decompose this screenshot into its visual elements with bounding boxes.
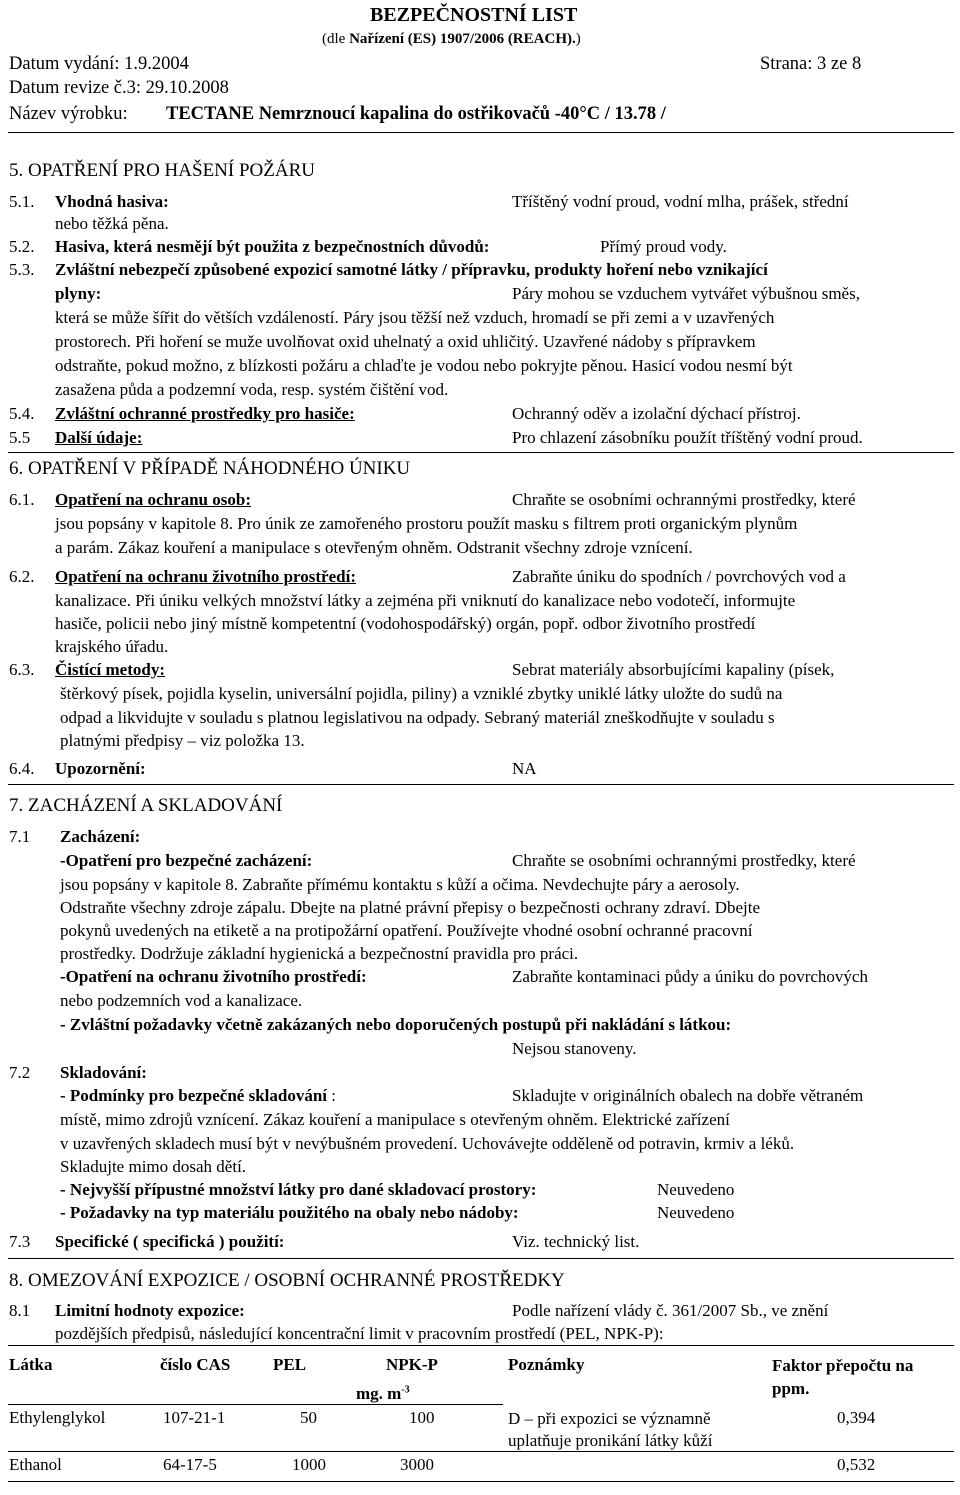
- item-label: Skladování:: [60, 1063, 147, 1082]
- item-label: Specifické ( specifická ) použití:: [55, 1232, 285, 1251]
- section-divider: [8, 1258, 954, 1259]
- item-text: pokynů uvedených na etiketě a na protipožární opatření. Používejte vhodné osobní ochranné pracovní: [60, 921, 753, 940]
- item-text: Skladujte mimo dosah dětí.: [60, 1157, 247, 1176]
- item-number: 6.3.: [9, 660, 35, 679]
- item-text: odstraňte, pokud možno, z blízkosti požáru a chlaďte je vodou nebo pokryjte pěnou. Hasicí vodou nesmí být: [55, 356, 793, 375]
- item-number: 5.1.: [9, 192, 35, 211]
- item-number: 7.1: [9, 827, 31, 846]
- item-label: plyny:: [55, 284, 102, 303]
- document-title: BEZPEČNOSTNÍ LIST: [370, 4, 578, 26]
- table-row-divider: [8, 1451, 954, 1452]
- item-value: Chraňte se osobními ochrannými prostředky, které: [512, 851, 856, 870]
- item-text: štěrkový písek, pojidla kyselin, universální pojidla, piliny) a vzniklé zbytky uniklé látky uložte do sudů na: [60, 684, 783, 703]
- item-label: -Opatření na ochranu životního prostředí:: [60, 967, 367, 986]
- item-label: - Požadavky na typ materiálu použitého na obaly nebo nádoby:: [60, 1203, 519, 1222]
- item-value: Ochranný oděv a izolační dýchací přístroj.: [512, 404, 801, 423]
- item-value: Sebrat materiály absorbujícími kapaliny (písek,: [512, 660, 835, 679]
- item-text: jsou popsány v kapitole 8. Pro únik ze zamořeného prostoru použít masku s filtrem proti organickým plynům: [55, 514, 798, 533]
- item-value: Přímý proud vody.: [600, 237, 727, 256]
- item-text: Odstraňte všechny zdroje zápalu. Dbejte na platné právní přepisy o bezpečnosti ochrany zdraví. Dbejte: [60, 898, 761, 917]
- item-text: prostředky. Dodržuje základní hygienická a bezpečnostní pravidla pro práci.: [60, 944, 579, 963]
- issue-date: Datum vydání: 1.9.2004: [9, 54, 189, 74]
- section-6-heading: 6. OPATŘENÍ V PŘÍPADĚ NÁHODNÉHO ÚNIKU: [9, 458, 411, 479]
- item-label: - Zvláštní požadavky včetně zakázaných nebo doporučených postupů při nakládání s látkou:: [60, 1015, 732, 1034]
- item-label: Čistící metody:: [55, 660, 166, 679]
- item-text: a parám. Zákaz kouření a manipulace s otevřeným ohněm. Odstranit všechny zdroje vznícení.: [55, 538, 693, 557]
- item-label: Další údaje:: [55, 428, 143, 447]
- item-number: 5.5: [9, 428, 31, 447]
- table-cell: 100: [409, 1408, 435, 1427]
- table-header-pel: PEL: [273, 1355, 307, 1374]
- item-label: - Podmínky pro bezpečné skladování :: [60, 1086, 336, 1105]
- table-cell: 64-17-5: [163, 1455, 217, 1474]
- item-label: Upozornění:: [55, 759, 146, 778]
- table-header-npkp: NPK-P: [386, 1355, 438, 1374]
- item-label: - Nejvyšší přípustné množství látky pro dané skladovací prostory:: [60, 1180, 537, 1199]
- item-value: Nejsou stanoveny.: [512, 1039, 637, 1058]
- item-text: nebo podzemních vod a kanalizace.: [60, 991, 303, 1010]
- item-label: Zacházení:: [60, 827, 141, 846]
- item-label: Zvláštní nebezpečí způsobené expozicí samotné látky / přípravku, produkty hoření nebo vznikající: [55, 260, 768, 279]
- item-value: Chraňte se osobními ochrannými prostředky, které: [512, 490, 856, 509]
- table-cell: D – při expozici se významně uplatňuje pronikání látky kůží: [508, 1409, 713, 1451]
- item-value: Pro chlazení zásobníku použít tříštěný vodní proud.: [512, 428, 863, 447]
- item-number: 7.3: [9, 1232, 31, 1251]
- table-cell: 1000: [292, 1455, 326, 1474]
- item-value: Zabraňte úniku do spodních / povrchových vod a: [512, 567, 846, 586]
- table-header-factor: Faktor přepočtu na ppm.: [772, 1356, 914, 1398]
- product-name: TECTANE Nemrznoucí kapalina do ostřikovačů -40°C / 13.78 /: [166, 104, 666, 124]
- item-text: jsou popsány v kapitole 8. Zabraňte přímému kontaktu s kůží a očima. Nevdechujte páry a aerosoly.: [60, 875, 740, 894]
- header-divider: [8, 132, 954, 133]
- table-header-substance: Látka: [9, 1355, 53, 1374]
- item-value: Podle nařízení vlády č. 361/2007 Sb., ve znění: [512, 1301, 829, 1320]
- table-cell: 50: [300, 1408, 317, 1427]
- item-text: pozdějších předpisů, následující koncentrační limit v pracovním prostředí (PEL, NPK-P):: [55, 1324, 664, 1343]
- item-value: Neuvedeno: [657, 1180, 735, 1199]
- table-cell: 107-21-1: [163, 1408, 226, 1427]
- table-header-unit: mg. $m^{-3}$: [356, 1384, 410, 1403]
- item-text: krajského úřadu.: [55, 637, 169, 656]
- item-number: 6.4.: [9, 759, 35, 778]
- item-number: 5.4.: [9, 404, 35, 423]
- item-number: 8.1: [9, 1301, 31, 1320]
- regulation-note: (dle Nařízení (ES) 1907/2006 (REACH).): [322, 31, 581, 47]
- item-label: Opatření na ochranu životního prostředí:: [55, 567, 356, 586]
- section-8-heading: 8. OMEZOVÁNÍ EXPOZICE / OSOBNÍ OCHRANNÉ PROSTŘEDKY: [9, 1270, 565, 1291]
- item-value: Zabraňte kontaminaci půdy a úniku do povrchových: [512, 967, 868, 986]
- item-text: odpad a likvidujte v souladu s platnou legislativou na odpady. Sebraný materiál zneškodňujte v souladu s: [60, 708, 775, 727]
- item-number: 6.1.: [9, 490, 35, 509]
- table-header-cas: číslo CAS: [160, 1355, 231, 1374]
- section-divider: [8, 784, 954, 785]
- item-label: -Opatření pro bezpečné zacházení:: [60, 851, 313, 870]
- item-value: Tříštěný vodní proud, vodní mlha, prášek, střední: [512, 192, 849, 211]
- table-cell: 0,394: [837, 1408, 876, 1427]
- product-label: Název výrobku:: [9, 104, 128, 124]
- item-value: Viz. technický list.: [512, 1232, 640, 1251]
- item-label: Limitní hodnoty expozice:: [55, 1301, 245, 1320]
- item-value: Neuvedeno: [657, 1203, 735, 1222]
- item-value: NA: [512, 759, 537, 778]
- item-text: zasažena půda a podzemní voda, resp. systém čištění vod.: [55, 380, 449, 399]
- table-bottom-border: [8, 1481, 954, 1482]
- item-label: Opatření na ochranu osob:: [55, 490, 251, 509]
- item-number: 5.3.: [9, 260, 35, 279]
- item-text: v uzavřených skladech musí být v nevýbušném provedení. Uchovávejte odděleně od potravin, krmiv a léků.: [60, 1134, 795, 1153]
- table-header-notes: Poznámky: [508, 1355, 585, 1374]
- revision-date: Datum revize č.3: 29.10.2008: [9, 78, 229, 98]
- item-text: hasiče, policii nebo jiný místně kompetentní (vodohospodářský) orgán, popř. odbor životního prostředí: [55, 614, 756, 633]
- item-text: kanalizace. Při úniku velkých množství látky a zejména při vniknutí do kanalizace nebo vodotečí, informujte: [55, 591, 796, 610]
- item-text: prostorech. Při hoření se muže uvolňovat oxid uhelnatý a oxid uhličitý. Uzavřené nádoby s přípravkem: [55, 332, 756, 351]
- item-label: Zvláštní ochranné prostředky pro hasiče:: [55, 404, 355, 423]
- item-text: která se může šířit do větších vzdáleností. Páry jsou těžší než vzduch, hromadí se při zemi a v uzavřených: [55, 308, 775, 327]
- table-header-divider: [8, 1404, 503, 1405]
- item-text: nebo těžká pěna.: [55, 214, 169, 233]
- section-7-heading: 7. ZACHÁZENÍ A SKLADOVÁNÍ: [9, 795, 283, 816]
- table-top-border: [8, 1345, 954, 1346]
- section-5-heading: 5. OPATŘENÍ PRO HAŠENÍ POŽÁRU: [9, 160, 315, 181]
- table-cell: 3000: [400, 1455, 434, 1474]
- page-number: Strana: 3 ze 8: [760, 54, 862, 74]
- item-value: Páry mohou se vzduchem vytvářet výbušnou směs,: [512, 284, 860, 303]
- table-cell: Ethylenglykol: [9, 1408, 106, 1427]
- item-value: Skladujte v originálních obalech na dobře větraném: [512, 1086, 864, 1105]
- item-label: Vhodná hasiva:: [55, 192, 169, 211]
- table-cell: 0,532: [837, 1455, 876, 1474]
- item-text: místě, mimo zdrojů vznícení. Zákaz kouření a manipulace s otevřeným ohněm. Elektrické zařízení: [60, 1110, 730, 1129]
- item-text: platnými předpisy – viz položka 13.: [60, 731, 305, 750]
- item-number: 6.2.: [9, 567, 35, 586]
- item-number: 5.2.: [9, 237, 35, 256]
- section-divider: [8, 452, 954, 453]
- item-label: Hasiva, která nesmějí být použita z bezpečnostních důvodů:: [55, 237, 490, 256]
- table-cell: Ethanol: [9, 1455, 62, 1474]
- item-number: 7.2: [9, 1063, 31, 1082]
